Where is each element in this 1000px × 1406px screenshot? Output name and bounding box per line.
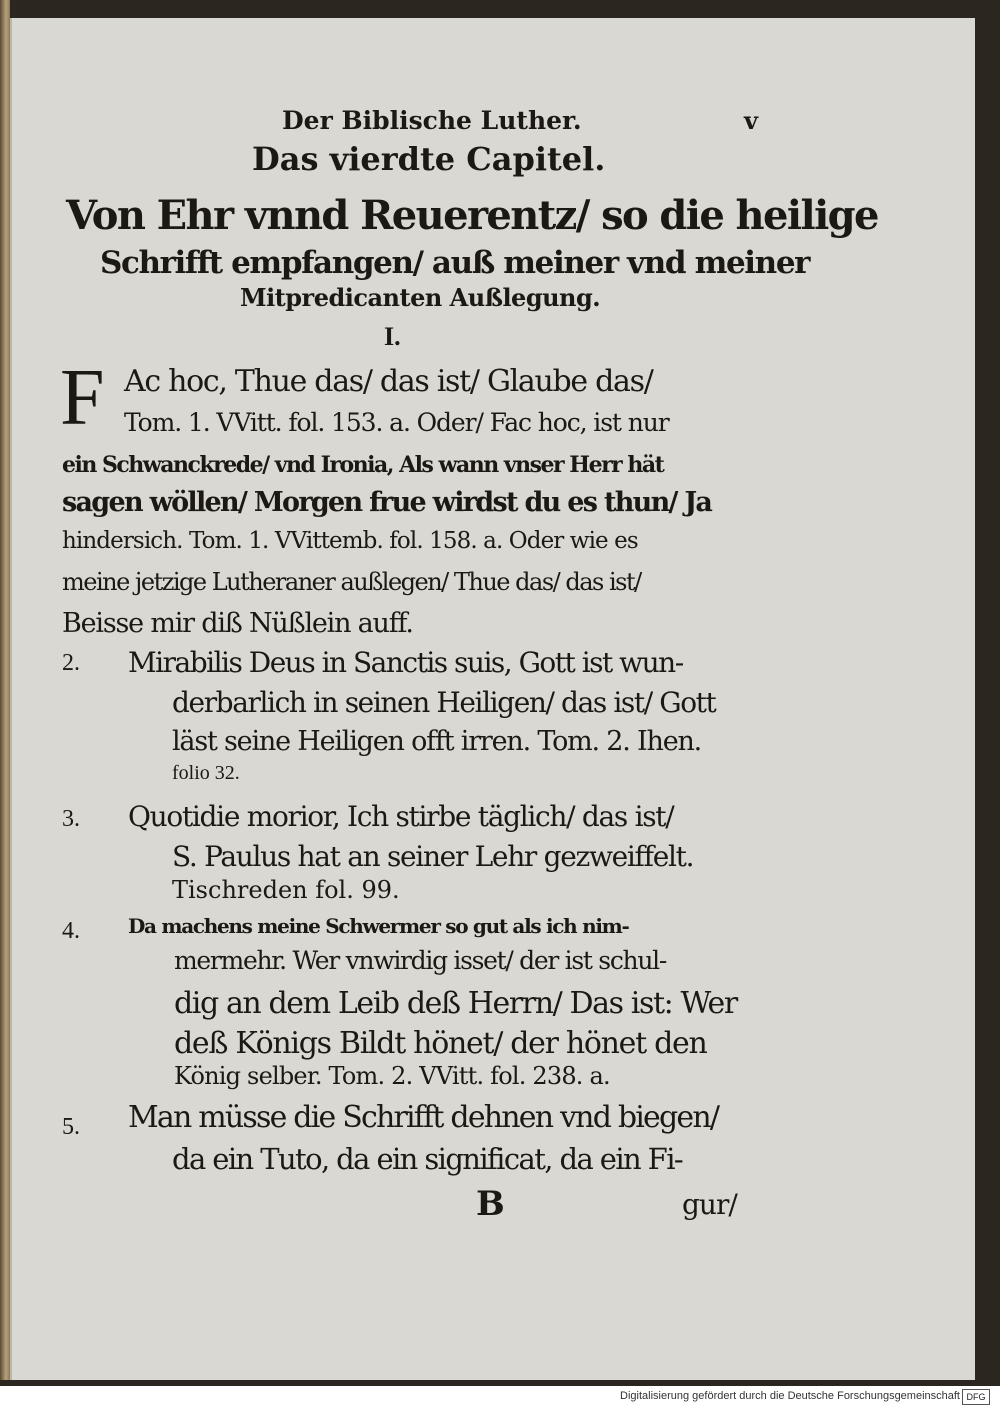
item-3-line-2: S. Paulus hat an seiner Lehr gezweiffelt. <box>172 840 694 873</box>
item-4-line-3: dig an dem Leib deß Herrn/ Das ist: Wer <box>174 986 737 1021</box>
catchword: gur/ <box>682 1188 737 1221</box>
paragraph1-line-4: sagen wöllen/ Morgen frue wirdst du es thun/ Ja <box>62 487 712 518</box>
item-5-number: 5. <box>62 1114 80 1140</box>
item-4-line-1: Da machens meine Schwermer so gut als ich nim- <box>128 914 629 938</box>
signature-mark: B <box>476 1184 505 1224</box>
paragraph1-line-2: Tom. 1. VVitt. fol. 153. a. Oder/ Fac hoc, ist nur <box>124 408 669 437</box>
item-3-line-1: Quotidie morior, Ich stirbe täglich/ das ist/ <box>128 800 674 833</box>
item-2-line-3: läst seine Heiligen offt irren. Tom. 2. Ihen. <box>172 726 702 757</box>
item-5-line-1: Man müsse die Schrifft dehnen vnd biegen/ <box>128 1100 719 1135</box>
chapter-title: Das vierdte Capitel. <box>252 140 606 178</box>
item-3-line-3: Tischreden fol. 99. <box>172 876 400 904</box>
item-4-number: 4. <box>62 918 80 944</box>
drop-initial: F <box>60 354 105 442</box>
heading-line-3: Mitpredicanten Außlegung. <box>240 283 601 312</box>
item-2-line-1: Mirabilis Deus in Sanctis suis, Gott ist wun- <box>128 646 683 679</box>
item-2-number: 2. <box>62 650 80 676</box>
paragraph1-line-6: meine jetzige Lutheraner außlegen/ Thue das/ das ist/ <box>62 568 641 596</box>
heading-line-2: Schrifft empfangen/ auß meiner vnd meiner <box>100 245 810 281</box>
sheet-mark: v <box>744 106 758 135</box>
paragraph1-line-7: Beisse mir diß Nüßlein auff. <box>62 608 413 639</box>
dfg-logo: DFG <box>962 1389 990 1405</box>
item-2-line-2: derbarlich in seinen Heiligen/ das ist/ Gott <box>172 686 716 719</box>
paragraph1-line-5: hindersich. Tom. 1. VVittemb. fol. 158. a. Oder wie es <box>62 528 638 554</box>
paragraph1-line-1: Ac hoc, Thue das/ das ist/ Glaube das/ <box>124 364 653 399</box>
item-3-number: 3. <box>62 806 80 832</box>
item-4-line-5: König selber. Tom. 2. VVitt. fol. 238. a. <box>174 1062 610 1090</box>
book-binding-edge <box>0 0 10 1380</box>
section-number: I. <box>384 322 401 351</box>
running-title: Der Biblische Luther. <box>282 106 582 135</box>
footer-credit: Digitalisierung gefördert durch die Deutsche Forschungsgemeinschaft <box>620 1390 960 1402</box>
item-4-line-2: mermehr. Wer vnwirdig isset/ der ist schul- <box>174 946 666 975</box>
item-2-line-4: folio 32. <box>172 762 240 784</box>
item-4-line-4: deß Königs Bildt hönet/ der hönet den <box>174 1026 707 1061</box>
item-5-line-2: da ein Tuto, da ein significat, da ein Fi- <box>172 1142 683 1176</box>
heading-line-1: Von Ehr vnnd Reuerentz/ so die heilige <box>66 192 878 239</box>
paragraph1-line-3: ein Schwanckrede/ vnd Ironia, Als wann vnser Herr hät <box>62 452 664 478</box>
